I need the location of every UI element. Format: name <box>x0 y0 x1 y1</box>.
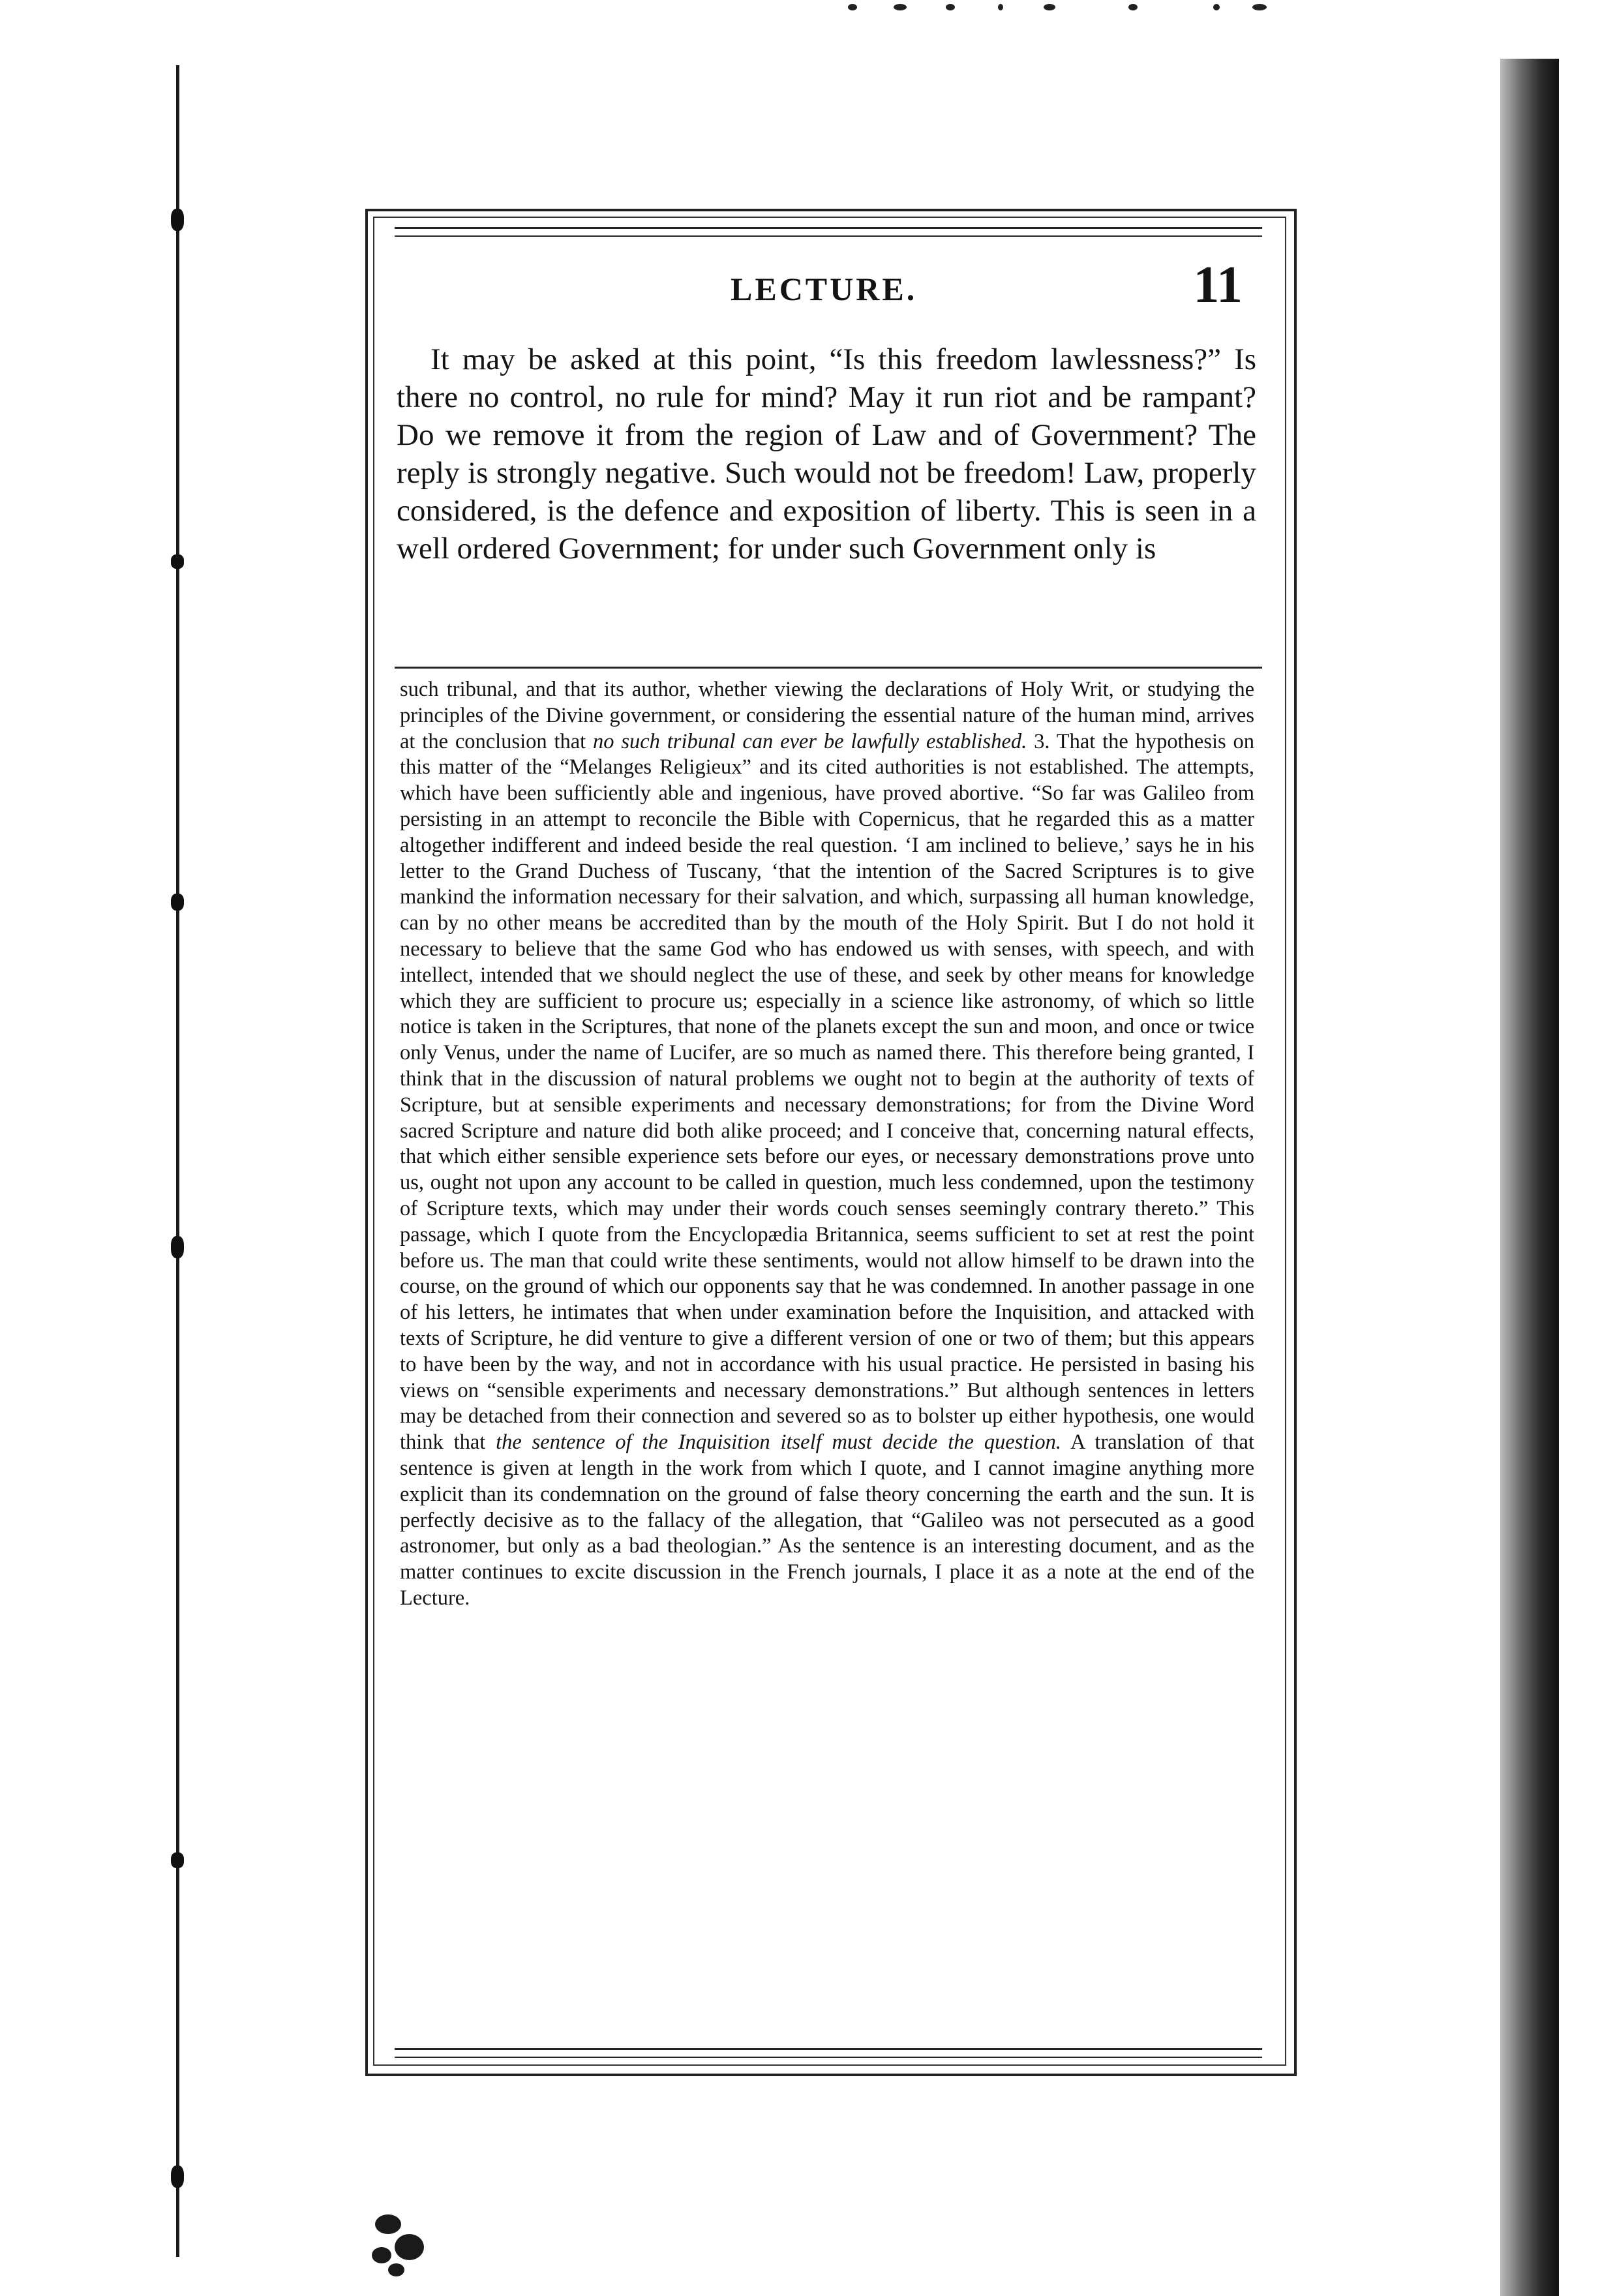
binding-stitch <box>171 554 184 569</box>
footnote-italic: the sentence of the Inquisition itself must decide the question. <box>496 1430 1061 1455</box>
main-text-block <box>397 340 1256 567</box>
binding-stitch <box>171 894 184 911</box>
page-number: 11 <box>1193 256 1243 314</box>
top-rule <box>395 227 1262 237</box>
binding-stitch <box>171 209 184 231</box>
running-head: LECTURE. <box>731 271 918 307</box>
footnote-text: A translation of that sentence is given at length in the work from which I quote, and I cannot imagine anything more explicit than its condemnation on the ground of false theory concerning the earth and the sun. It is perfectly decisive as to the fallacy of the allegation, that “Galileo was not persecuted as a good astronomer, but only as a bad theologian.” As the sentence is an interesting document, and as the matter continues to excite discussion in the French journals, I place it as a note at the end of the Lecture. <box>400 1430 1254 1610</box>
binding-stitch <box>171 1236 184 1258</box>
top-scan-specks <box>848 0 1272 20</box>
bottom-rule <box>395 2048 1262 2058</box>
binding-stitch <box>171 2166 184 2188</box>
page-header <box>395 256 1262 314</box>
footnote-paragraph <box>400 677 1254 1612</box>
main-paragraph: It may be asked at this point, “Is this freedom lawlessness?” Is there no control, no rule for mind? May it run riot and be rampant? Do we remove it from the region of Law and of Government? The reply is strongly negative. Such would not be freedom! Law, properly considered, is the defence and exposition of liberty. This is seen in a well ordered Government; for under such Government only is <box>397 342 1256 566</box>
footnote-text: 3. That the hypothesis on this matter of the “Melanges Religieux” and its cited authorities is not established. The attempts, which have been sufficiently able and ingenious, have proved abortive. “So far was Galileo from persisting in an attempt to reconcile the Bible with Copernicus, that he regarded this as a matter altogether indifferent and indeed beside the real question. ‘I am inclined to believe,’ says he in his letter to the Grand Duchess of Tuscany, ‘that the intention of the Sacred Scriptures is to give mankind the information necessary for their salvation, and which, surpassing all human knowledge, can by no other means be accredited than by the mouth of the Holy Spirit. But I do not hold it necessary to believe that the same God who has endowed us with senses, with speech, and with intellect, intended that we should neglect the use of these, and seek by other means for knowledge which they are sufficient to procure us; especially in a science like astronomy, of which so little notice is taken in the Scriptures, that none of the planets except the sun and moon, and once or twice only Venus, under the name of Lucifer, are so much as named there. This therefore being granted, I think that in the discussion of natural problems we ought not to begin at the authority of texts of Scripture, but at sensible experiments and necessary demonstrations; for from the Divine Word sacred Scripture and nature did both alike proceed; and I conceive that, concerning natural effects, that which either sensible experience sets before our eyes, or necessary demonstrations prove unto us, ought not upon any account to be called in question, much less condemned, upon the testimony of Scripture texts, which may under their words couch senses seemingly contrary thereto.” This passage, which I quote from the Encyclopædia Britannica, seems sufficient to set at rest the point before us. The man that could write these sentiments, would not allow himself to be drawn into the course, on the ground of which our opponents say that he was condemned. In another passage in one of his letters, he intimates that when under examination before the Inquisition, and attacked with texts of Scripture, he did venture to give a different version of one or two of them; but this appears to have been by the way, and not in accordance with his usual practice. He persisted in basing his views on “sensible experiments and necessary demonstrations.” But although sentences in letters may be detached from their connection and severed so as to bolster up either hypothesis, one would think that <box>400 729 1254 1455</box>
footnote-italic: no such tribunal can ever be lawfully established. <box>593 729 1027 753</box>
binding-stitch <box>171 1852 184 1868</box>
binding-thread <box>176 65 179 2257</box>
footnote-block <box>400 677 1254 1612</box>
footnote-divider <box>395 667 1262 669</box>
footnote-text: such tribunal, and that its author, whether viewing the declarations of Holy Writ, or studying the principles of the Divine government, or considering the essential nature of the human mind, arrives at the conclusion that <box>400 678 1254 753</box>
ink-blot <box>369 2208 427 2280</box>
page-gutter-shadow <box>1500 59 1559 2296</box>
